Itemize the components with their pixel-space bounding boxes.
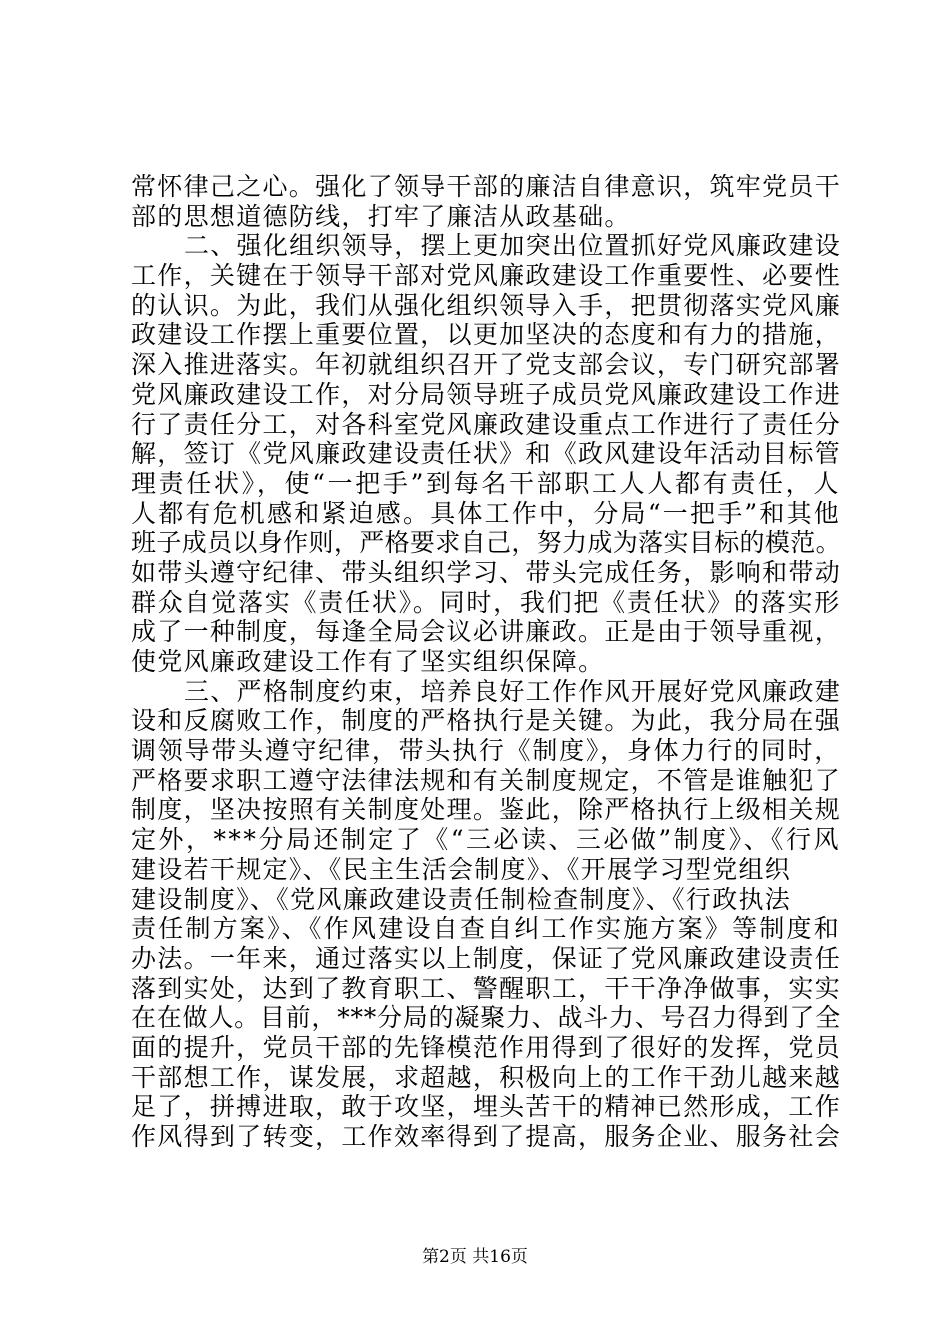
text-line: 定外，***分局还制定了《“三必读、三必做”制度》、《行风 (131, 825, 841, 855)
text-line: 工作，关键在于领导干部对党风廉政建设工作重要性、必要性 (131, 261, 841, 291)
text-line: 制度，坚决按照有关制度处理。鉴此，除严格执行上级相关规 (131, 795, 841, 825)
text-line: 班子成员以身作则，严格要求自己，努力成为落实目标的模范。 (131, 528, 841, 558)
text-line: 的认识。为此，我们从强化组织领导入手，把贯彻落实党风廉 (131, 290, 841, 320)
text-line: 如带头遵守纪律、带头组织学习、带头完成任务，影响和带动 (131, 557, 841, 587)
text-line: 行了责任分工，对各科室党风廉政建设重点工作进行了责任分 (131, 409, 841, 439)
text-line: 落到实处，达到了教育职工、警醒职工，干干净净做事，实实 (131, 973, 841, 1003)
text-line: 作风得到了转变，工作效率得到了提高，服务企业、服务社会 (131, 1122, 841, 1151)
text-line: 面的提升，党员干部的先锋模范作用得到了很好的发挥，党员 (131, 1032, 841, 1062)
text-line: 党风廉政建设工作，对分局领导班子成员党风廉政建设工作进 (131, 379, 841, 409)
text-line: 成了一种制度，每逢全局会议必讲廉政。正是由于领导重视， (131, 617, 841, 647)
text-line: 群众自觉落实《责任状》。同时，我们把《责任状》的落实形 (131, 587, 841, 617)
text-line: 建设若干规定》、《民主生活会制度》、《开展学习型党组织 (131, 854, 792, 884)
text-line: 严格要求职工遵守法律法规和有关制度规定，不管是谁触犯了 (131, 765, 841, 795)
text-line: 调领导带头遵守纪律，带头执行《制度》，身体力行的同时， (131, 736, 841, 766)
text-line: 使党风廉政建设工作有了坚实组织保障。 (131, 647, 605, 676)
text-line: 在在做人。目前，***分局的凝聚力、战斗力、号召力得到了全 (131, 1003, 841, 1033)
text-line: 部的思想道德防线，打牢了廉洁从政基础。 (131, 201, 631, 231)
text-line: 干部想工作，谋发展，求超越，积极向上的工作干劲儿越来越 (131, 1062, 841, 1092)
text-line: 解，签订《党风廉政建设责任状》和《政风建设年活动目标管 (131, 439, 841, 469)
text-line: 建设制度》、《党风廉政建设责任制检查制度》、《行政执法 (131, 884, 792, 914)
page-footer: 第2页 共16页 (422, 1247, 528, 1267)
text-line: 三、严格制度约束，培养良好工作作风开展好党风廉政建 (184, 676, 841, 706)
text-line: 政建设工作摆上重要位置，以更加坚决的态度和有力的措施， (131, 320, 841, 350)
text-line: 设和反腐败工作，制度的严格执行是关键。为此，我分局在强 (131, 706, 841, 736)
text-line: 深入推进落实。年初就组织召开了党支部会议，专门研究部署 (131, 350, 841, 380)
text-line: 足了，拼搏进取，敢于攻坚，埋头苦干的精神已然形成，工作 (131, 1092, 841, 1122)
text-line: 理责任状》，使“一把手”到每名干部职工人人都有责任，人 (131, 468, 841, 498)
text-line: 二、强化组织领导，摆上更加突出位置抓好党风廉政建设 (184, 231, 841, 261)
body-text (131, 172, 841, 1152)
text-line: 办法。一年来，通过落实以上制度，保证了党风廉政建设责任 (131, 943, 841, 973)
text-line: 常怀律己之心。强化了领导干部的廉洁自律意识，筑牢党员干 (131, 172, 841, 201)
text-line: 人都有危机感和紧迫感。具体工作中，分局“一把手”和其他 (131, 498, 841, 528)
text-line: 责任制方案》、《作风建设自查自纠工作实施方案》等制度和 (131, 914, 841, 944)
